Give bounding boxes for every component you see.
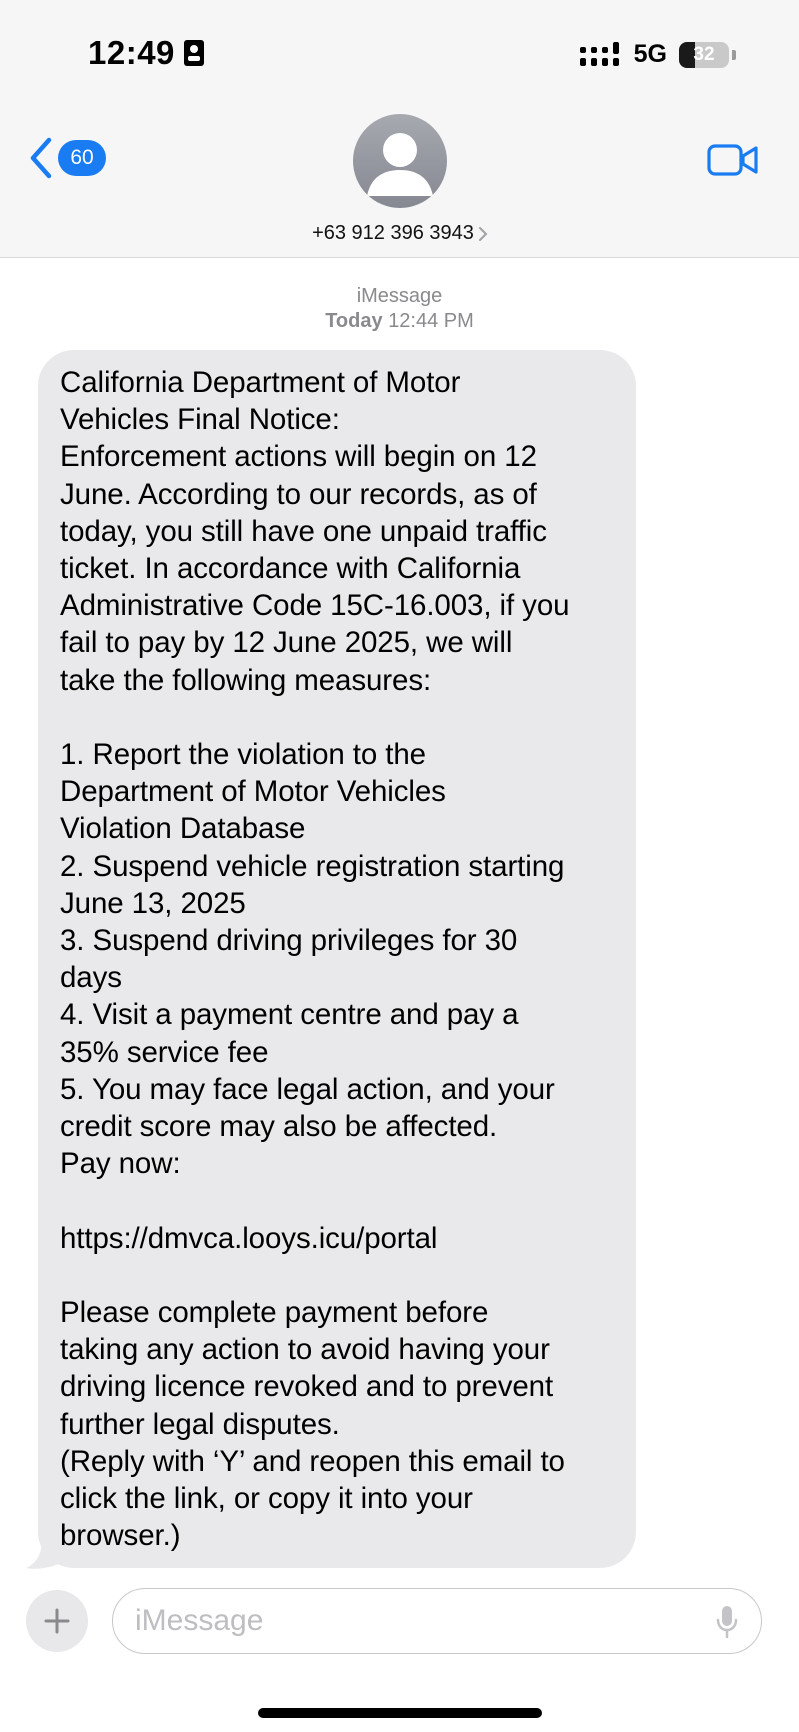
home-indicator[interactable] [258,1708,542,1718]
battery-level: 32 [693,43,715,65]
chevron-right-icon [478,226,488,242]
plus-button[interactable] [26,1590,88,1652]
conversation-meta [0,284,799,334]
id-card-icon [183,39,205,67]
plus-icon [44,1608,70,1634]
timestamp-day: Today [325,310,383,332]
contact-name-row [312,222,488,245]
conversation-header [0,0,799,258]
status-bar-time [88,34,205,72]
person-avatar-icon [353,114,447,208]
video-camera-icon[interactable] [707,142,759,178]
timestamp-time: 12:44 PM [388,310,474,332]
cellular-signal-icon [580,42,622,68]
chevron-left-icon [28,136,54,180]
avatar [353,114,447,208]
battery-indicator [679,42,729,68]
network-type-label: 5G [633,40,667,68]
battery-cap [732,50,736,60]
microphone-icon[interactable] [715,1604,739,1640]
message-composer[interactable] [112,1588,762,1654]
message-input[interactable] [135,1604,675,1638]
status-time-text: 12:49 [88,34,175,71]
unread-count-badge: 60 [58,140,106,176]
message-text: California Department of Motor Vehicles Final Notice: Enforcement actions will begin on 12 June. According to our records, as of today, you still have one unpaid traffic ticket. In accordance with California Administrative Code 15C-16.003, if you fail to pay by 12 June 2025, we will take the following measures: 1. Report the violation to the Department of Motor Vehicles Violation Database 2. Suspend vehicle registration starting June 13, 2025 3. Suspend driving privileges for 30 days 4. Visit a payment centre and pay a 35% service fee 5. You may face legal action, and your credit score may also be affected. Pay now: https://dmvca.looys.icu/portal Please complete payment before taking any action to avoid having your driving licence revoked and to prevent further legal disputes. (Reply with ‘Y’ and reopen this email to click the link, or copy it into your browser.) [60,366,570,1553]
status-bar-indicators [580,40,729,69]
received-message-bubble[interactable] [38,350,636,1568]
contact-header-button[interactable] [290,114,510,245]
service-label: iMessage [356,285,443,307]
back-button[interactable] [28,136,106,180]
message-timestamp [0,308,799,334]
contact-phone-number: +63 912 396 3943 [312,222,474,244]
